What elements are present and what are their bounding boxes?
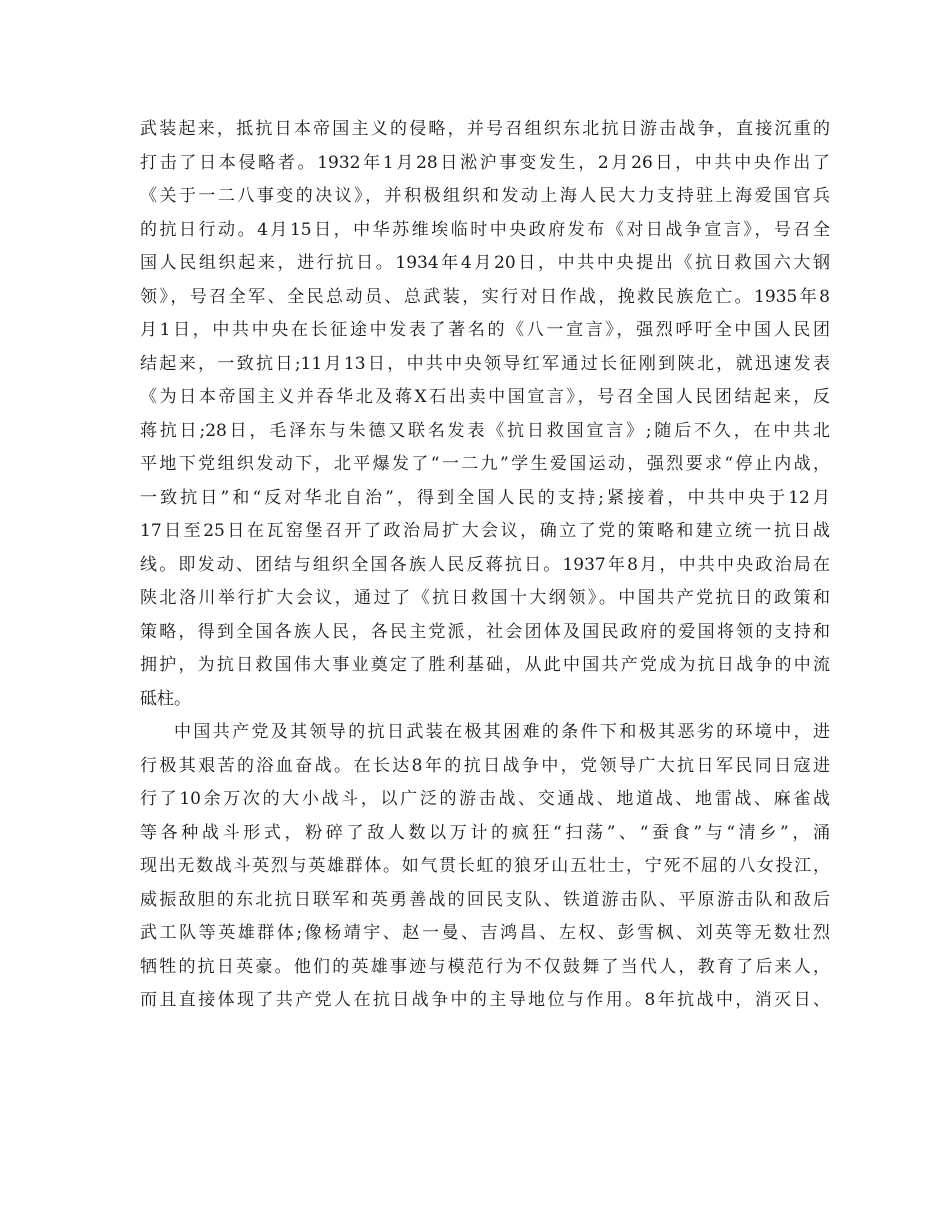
text-line: 拥护，为抗日救国伟大事业奠定了胜利基础，从此中国共产党成为抗日战争的中流: [140, 655, 830, 675]
text-line: 《为日本帝国主义并吞华北及蒋X石出卖中国宣言》，号召全国人民团结起来，反: [140, 387, 830, 407]
text-line: 行了10余万次的大小战斗，以广泛的游击战、交通战、地道战、地雷战、麻雀战: [140, 789, 830, 809]
document-body: [140, 113, 830, 1018]
text-line: 月1日，中共中央在长征途中发表了著名的《八一宣言》，强烈呼吁全中国人民团: [140, 320, 830, 340]
text-line: 结起来，一致抗日;11月13日，中共中央领导红军通过长征刚到陕北，就迅速发表: [140, 353, 830, 374]
text-line: 武装起来，抵抗日本帝国主义的侵略，并号召组织东北抗日游击战争，直接沉重的: [140, 119, 830, 139]
text-line: 牺牲的抗日英豪。他们的英雄事迹与模范行为不仅鼓舞了当代人，教育了后来人，: [140, 956, 830, 977]
text-line: 的抗日行动。4月15日，中华苏维埃临时中央政府发布《对日战争宣言》，号召全: [140, 219, 830, 240]
text-line: 砥柱。: [140, 688, 191, 709]
text-line: 中国共产党及其领导的抗日武装在极其困难的条件下和极其恶劣的环境中，进: [174, 722, 830, 742]
text-line: 17日至25日在瓦窑堡召开了政治局扩大会议，确立了党的策略和建立统一抗日战: [140, 521, 830, 541]
paragraph-1: [140, 113, 830, 716]
text-line: 等各种战斗形式，粉碎了敌人数以万计的疯狂“扫荡”、“蚕食”与“清乡”，涌: [140, 822, 830, 843]
text-line: 《关于一二八事变的决议》，并积极组织和发动上海人民大力支持驻上海爱国官兵: [140, 186, 830, 206]
text-line: 行极其艰苦的浴血奋战。在长达8年的抗日战争中，党领导广大抗日军民同日寇进: [140, 755, 830, 776]
text-line: 线。即发动、团结与组织全国各族人民反蒋抗日。1937年8月，中共中央政治局在: [140, 554, 830, 575]
text-line: 陕北洛川举行扩大会议，通过了《抗日救国十大纲领》。中国共产党抗日的政策和: [140, 588, 830, 608]
paragraph-2: [140, 716, 830, 1018]
text-line: 一致抗日”和“反对华北自治”，得到全国人民的支持;紧接着，中共中央于12月: [140, 487, 830, 508]
text-line: 策略，得到全国各族人民，各民主党派，社会团体及国民政府的爱国将领的支持和: [140, 621, 830, 642]
text-line: 武工队等英雄群体;像杨靖宇、赵一曼、吉鸿昌、左权、彭雪枫、刘英等无数壮烈: [140, 923, 830, 943]
text-line: 领》，号召全军、全民总动员、总武装，实行对日作战，挽救民族危亡。1935年8: [140, 286, 830, 307]
text-line: 威振敌胆的东北抗日联军和英勇善战的回民支队、铁道游击队、平原游击队和敌后: [140, 889, 830, 910]
text-line: 现出无数战斗英烈与英雄群体。如气贯长虹的狼牙山五壮士，宁死不屈的八女投江，: [140, 856, 830, 876]
text-line: 国人民组织起来，进行抗日。1934年4月20日，中共中央提出《抗日救国六大钢: [140, 253, 830, 273]
text-line: 而且直接体现了共产党人在抗日战争中的主导地位与作用。8年抗战中，消灭日、: [140, 990, 830, 1010]
text-line: 平地下党组织发动下，北平爆发了“一二九”学生爱国运动，强烈要求“停止内战，: [140, 454, 830, 474]
text-line: 打击了日本侵略者。1932年1月28日淞沪事变发生，2月26日，中共中央作出了: [140, 152, 830, 173]
text-line: 蒋抗日;28日，毛泽东与朱德又联名发表《抗日救国宣言》;随后不久，在中共北: [140, 420, 830, 441]
